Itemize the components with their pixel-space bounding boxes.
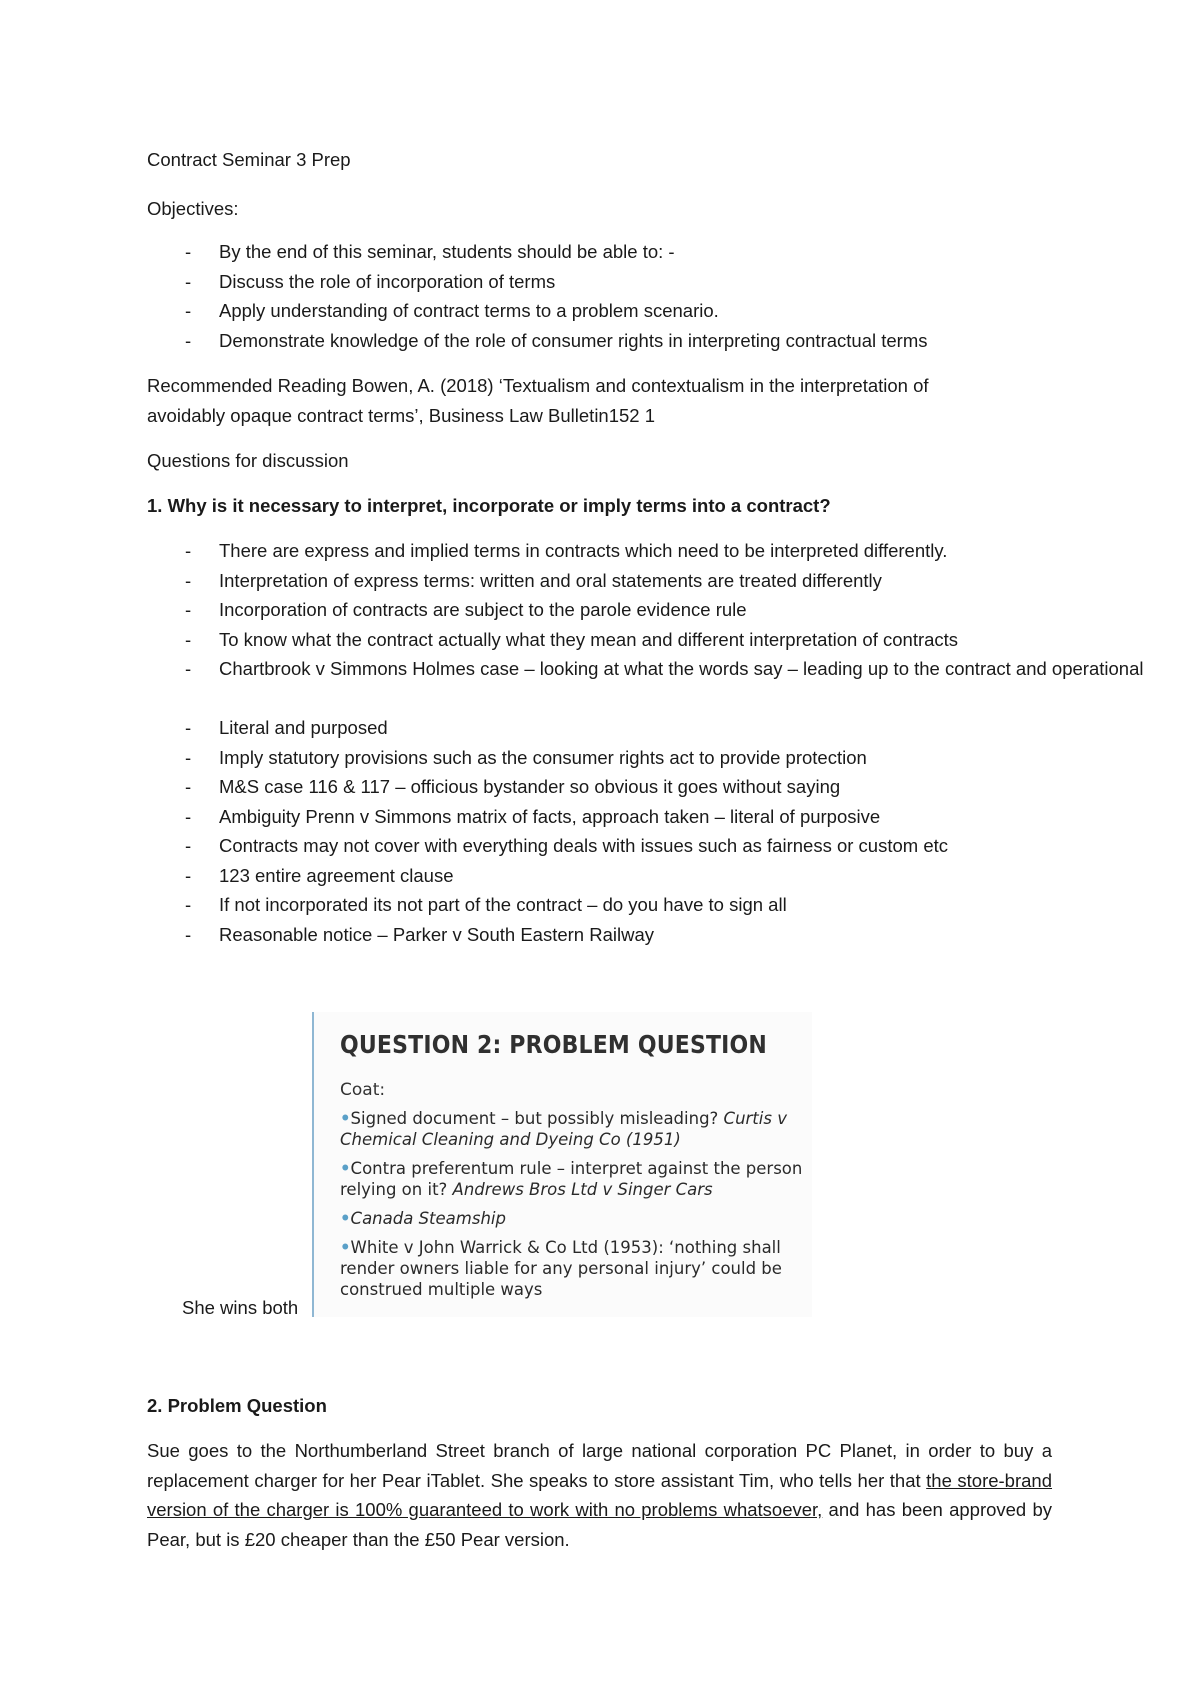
objectives-heading: Objectives: <box>147 198 239 219</box>
slide-points <box>340 1108 810 1308</box>
question-1-list <box>147 539 1169 952</box>
she-wins-note: She wins both <box>182 1297 299 1318</box>
objectives-list <box>147 240 927 358</box>
slide-point: •White v John Warrick & Co Ltd (1953): ‘nothing shall render owners liable for any personal injury’ could be construed multiple ways <box>340 1238 782 1299</box>
list-item: - M&S case 116 & 117 – officious bystander so obvious it goes without saying <box>185 776 841 797</box>
list-item: - If not incorporated its not part of the contract – do you have to sign all <box>185 894 787 915</box>
question-1-heading: 1. Why is it necessary to interpret, incorporate or imply terms into a contract? <box>147 495 831 516</box>
list-item: - Discuss the role of incorporation of terms <box>185 270 556 292</box>
list-item: - Contracts may not cover with everything deals with issues such as fairness or custom etc <box>185 835 948 856</box>
list-item: - Apply understanding of contract terms to a problem scenario. <box>185 300 719 321</box>
slide-point: •Canada Steamship <box>340 1209 506 1228</box>
reading-line-1: Recommended Reading Bowen, A. (2018) ‘Textualism and contextualism in the interpretation of <box>147 375 929 396</box>
list-item: - Literal and purposed <box>185 717 388 738</box>
list-item: - Demonstrate knowledge of the role of consumer rights in interpreting contractual terms <box>185 329 928 351</box>
list-item: - Imply statutory provisions such as the consumer rights act to provide protection <box>185 746 867 768</box>
slide-subtitle: Coat: <box>340 1080 386 1100</box>
problem-paragraph: Sue goes to the Northumberland Street branch of large national corporation PC Planet, in order to buy a replacement charger for her Pear iTablet. She speaks to store assistant Tim, who tells her that the store-brand version of the charger is 100% guaranteed to work with no problems whatsoever, and has been approved by Pear, but is £20 cheaper than the £50 Pear version. <box>147 1440 1053 1550</box>
list-item: - Incorporation of contracts are subject to the parole evidence rule <box>185 599 747 620</box>
list-item: - Ambiguity Prenn v Simmons matrix of facts, approach taken – literal of purposive <box>185 805 881 827</box>
list-item: - To know what the contract actually what they mean and different interpretation of contracts <box>185 628 959 650</box>
list-item: - Reasonable notice – Parker v South Eastern Railway <box>185 923 654 945</box>
list-item: - Interpretation of express terms: written and oral statements are treated differently <box>185 569 882 591</box>
questions-heading: Questions for discussion <box>147 450 349 471</box>
slide-title: QUESTION 2: PROBLEM QUESTION <box>340 1030 767 1059</box>
list-item: - Chartbrook v Simmons Holmes case – looking at what the words say – leading up to the contract and operational <box>185 658 1144 679</box>
slide-point: •Contra preferentum rule – interpret against the person relying on it? Andrews Bros Ltd v Singer Cars <box>340 1159 803 1199</box>
list-item: - By the end of this seminar, students should be able to: - <box>185 241 675 262</box>
document-title: Contract Seminar 3 Prep <box>147 149 351 170</box>
question-2-heading: 2. Problem Question <box>147 1395 327 1416</box>
list-item: - There are express and implied terms in contracts which need to be interpreted differently. <box>185 540 948 561</box>
list-item: - 123 entire agreement clause <box>185 864 454 886</box>
slide-point: •Signed document – but possibly misleading? Curtis v Chemical Cleaning and Dyeing Co (1951) <box>340 1109 787 1149</box>
reading-line-2: avoidably opaque contract terms’, Business Law Bulletin152 1 <box>147 405 656 426</box>
embedded-slide-image <box>312 1012 812 1317</box>
